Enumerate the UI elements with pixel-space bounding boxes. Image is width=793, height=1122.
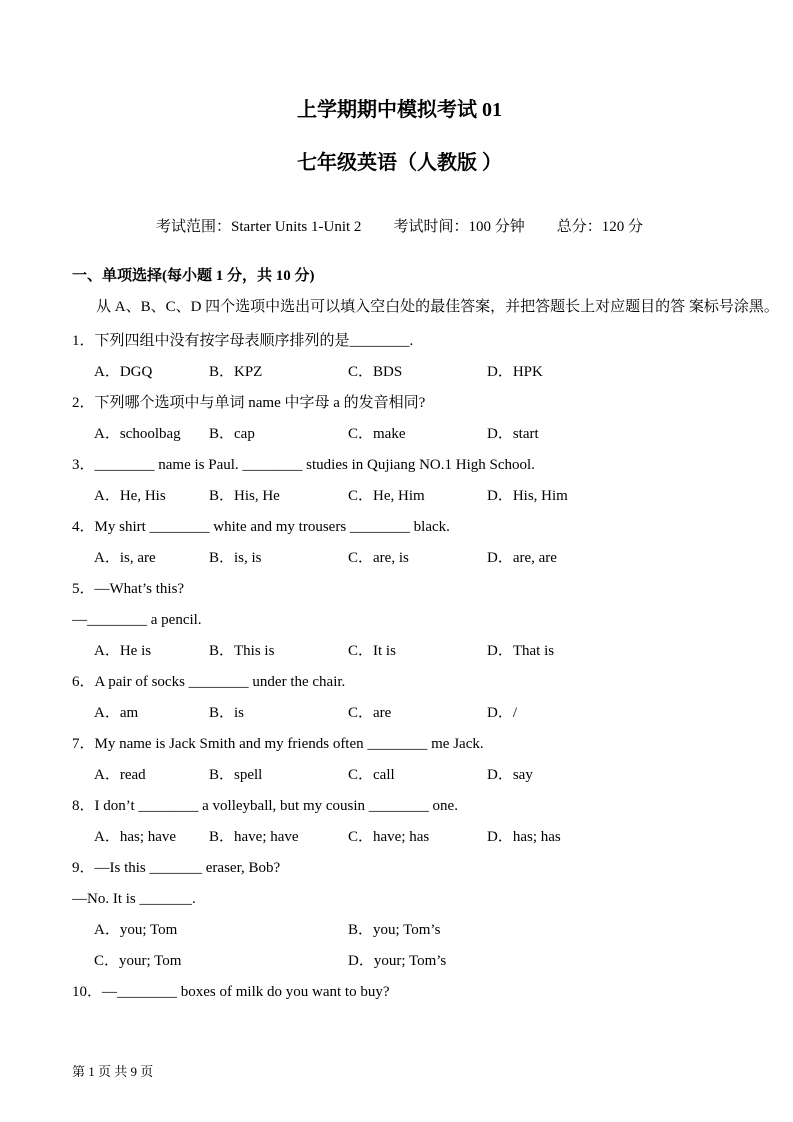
question-text	[72, 388, 727, 419]
option-c: C．make	[348, 426, 406, 442]
question-line-text: 下列四组中没有按字母表顺序排列的是________.	[94, 333, 414, 349]
section-heading: 一、单项选择(每小题 1 分，共 10 分)	[72, 268, 315, 284]
option-b: B．KPZ	[209, 364, 263, 380]
question-text	[72, 667, 727, 698]
question-text	[72, 450, 727, 481]
question-text	[72, 791, 727, 822]
question-line-text: My shirt ________ white and my trousers ________ black.	[94, 519, 450, 535]
option-d: D．say	[487, 767, 533, 783]
option-c: C．BDS	[348, 364, 403, 380]
option-a: A．schoolbag	[94, 426, 181, 442]
option-row	[72, 636, 727, 667]
option-a: A．has; have	[94, 829, 177, 845]
option-d: D．His, Him	[487, 488, 568, 504]
option-d: D．/	[487, 705, 518, 721]
option-row	[72, 760, 727, 791]
question-number: 9．	[72, 860, 95, 876]
question-number: 7．	[72, 736, 95, 752]
question-number: 5．	[72, 581, 95, 597]
question-line-text: —________ boxes of milk do you want to buy?	[102, 984, 390, 1000]
option-a: A．read	[94, 767, 146, 783]
option-a: A．is, are	[94, 550, 156, 566]
option-a: A．He is	[94, 643, 152, 659]
option-c: C．have; has	[348, 829, 430, 845]
option-row	[72, 419, 727, 450]
question-line-text: A pair of socks ________ under the chair.	[94, 674, 346, 690]
option-row	[72, 357, 727, 388]
option-c: C．your; Tom	[94, 953, 182, 969]
question-continuation-line	[72, 605, 727, 636]
option-c: C．He, Him	[348, 488, 425, 504]
option-b: B．you; Tom’s	[348, 922, 441, 938]
option-b: B．spell	[209, 767, 263, 783]
option-c: C．are, is	[348, 550, 409, 566]
question-line-text: 下列哪个选项中与单词 name 中字母 a 的发音相同?	[94, 395, 426, 411]
option-a: A．am	[94, 705, 139, 721]
option-row	[72, 698, 727, 729]
option-a: A．you; Tom	[94, 922, 178, 938]
question-line-text: My name is Jack Smith and my friends often ________ me Jack.	[94, 736, 484, 752]
option-d: D．your; Tom’s	[348, 953, 447, 969]
option-row	[72, 915, 727, 946]
page-footer: 第 1 页 共 9 页	[72, 1064, 154, 1079]
question-continuation-line	[72, 884, 727, 915]
exam-subtitle: 七年级英语（人教版 ）	[297, 152, 502, 174]
question-number: 1．	[72, 333, 95, 349]
option-row	[72, 481, 727, 512]
option-b: B．is, is	[209, 550, 262, 566]
question-number: 6．	[72, 674, 95, 690]
option-d: D．start	[487, 426, 539, 442]
exam-title: 上学期期中模拟考试 01	[297, 99, 502, 121]
option-row	[72, 822, 727, 853]
option-c: C．call	[348, 767, 395, 783]
exam-scope: 考试范围：Starter Units 1-Unit 2	[156, 219, 362, 235]
option-b: B．have; have	[209, 829, 299, 845]
option-b: B．cap	[209, 426, 255, 442]
option-d: D．has; has	[487, 829, 561, 845]
section-instruction: 从 A、B、C、D 四个选项中选出可以填入空白处的最佳答案，并把答题长上对应题目的答 案标号涂黑。	[96, 299, 779, 315]
question-line-text: —What’s this?	[94, 581, 185, 597]
option-b: B．His, He	[209, 488, 280, 504]
question-text	[72, 977, 727, 1008]
question-text	[72, 326, 727, 357]
question-text	[72, 574, 727, 605]
exam-info-line	[72, 217, 727, 238]
question-number: 3．	[72, 457, 95, 473]
exam-total-score: 总分：120 分	[556, 219, 643, 235]
question-number: 8．	[72, 798, 95, 814]
question-line-text: I don’t ________ a volleyball, but my cousin ________ one.	[94, 798, 458, 814]
question-number: 10．	[72, 984, 103, 1000]
question-list	[72, 326, 727, 1008]
option-row	[72, 946, 727, 977]
option-a: A．He, His	[94, 488, 166, 504]
exam-time: 考试时间：100 分钟	[393, 219, 525, 235]
option-b: B．is	[209, 705, 245, 721]
option-a: A．DGQ	[94, 364, 153, 380]
option-row	[72, 543, 727, 574]
question-number: 2．	[72, 395, 95, 411]
option-d: D．HPK	[487, 364, 543, 380]
option-b: B．This is	[209, 643, 275, 659]
question-line-text: —________ a pencil.	[72, 612, 202, 628]
question-number: 4．	[72, 519, 95, 535]
question-text	[72, 512, 727, 543]
question-text	[72, 729, 727, 760]
question-text	[72, 853, 727, 884]
option-c: C．It is	[348, 643, 396, 659]
option-c: C．are	[348, 705, 392, 721]
option-d: D．That is	[487, 643, 555, 659]
question-line-text: —Is this _______ eraser, Bob?	[94, 860, 281, 876]
question-line-text: ________ name is Paul. ________ studies in Qujiang NO.1 High School.	[94, 457, 535, 473]
question-line-text: —No. It is _______.	[72, 891, 196, 907]
option-d: D．are, are	[487, 550, 557, 566]
